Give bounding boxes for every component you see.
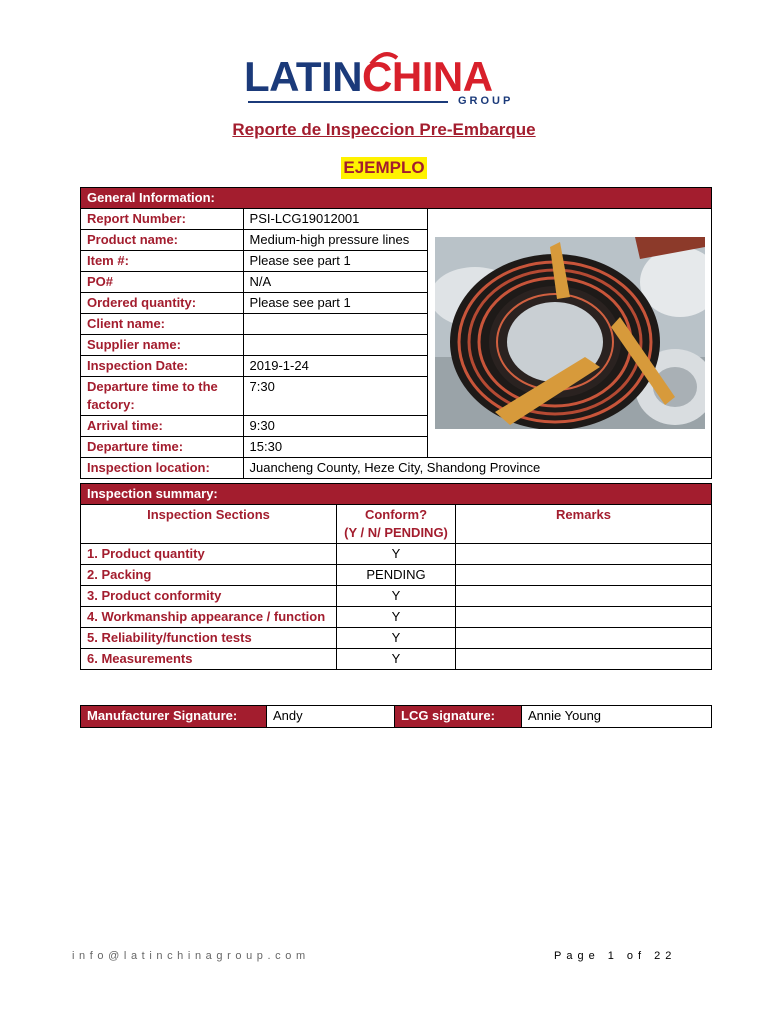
row-value: N/A xyxy=(243,272,428,293)
column-header-conform-line2: (Y / N/ PENDING) xyxy=(344,525,448,540)
row-label: Report Number: xyxy=(81,209,244,230)
row-label: Departure time: xyxy=(81,437,244,458)
conform-value: PENDING xyxy=(337,565,456,586)
general-information-header: General Information: xyxy=(81,188,712,209)
remarks-value xyxy=(456,607,712,628)
row-label: Product name: xyxy=(81,230,244,251)
coiled-hose-photo xyxy=(435,237,705,429)
section-label: 6. Measurements xyxy=(81,649,337,670)
row-label: Ordered quantity: xyxy=(81,293,244,314)
row-value: 2019-1-24 xyxy=(243,356,428,377)
conform-value: Y xyxy=(337,649,456,670)
remarks-value xyxy=(456,649,712,670)
conform-value: Y xyxy=(337,544,456,565)
row-value xyxy=(243,314,428,335)
report-title: Reporte de Inspeccion Pre-Embarque xyxy=(232,120,536,139)
column-header-conform xyxy=(337,505,456,544)
example-badge: EJEMPLO xyxy=(343,158,425,177)
row-label: Departure time to the factory: xyxy=(81,377,244,416)
conform-value: Y xyxy=(337,586,456,607)
section-label: 2. Packing xyxy=(81,565,337,586)
row-label: PO# xyxy=(81,272,244,293)
row-label: Inspection location: xyxy=(81,458,244,479)
signature-table xyxy=(80,705,712,728)
row-label: Client name: xyxy=(81,314,244,335)
manufacturer-signature-value: Andy xyxy=(267,706,395,728)
remarks-value xyxy=(456,544,712,565)
row-value: 7:30 xyxy=(243,377,428,416)
row-label: Item #: xyxy=(81,251,244,272)
row-value: 15:30 xyxy=(243,437,428,458)
section-label: 5. Reliability/function tests xyxy=(81,628,337,649)
inspection-summary-table xyxy=(80,483,712,670)
row-value xyxy=(243,335,428,356)
row-value: Medium-high pressure lines xyxy=(243,230,428,251)
conform-value: Y xyxy=(337,628,456,649)
logo-swoosh-icon xyxy=(369,52,399,66)
row-label: Inspection Date: xyxy=(81,356,244,377)
row-value: Please see part 1 xyxy=(243,251,428,272)
remarks-value xyxy=(456,628,712,649)
row-label: Arrival time: xyxy=(81,416,244,437)
remarks-value xyxy=(456,565,712,586)
logo-latin-text: LATIN xyxy=(244,53,363,100)
row-label: Supplier name: xyxy=(81,335,244,356)
section-label: 3. Product conformity xyxy=(81,586,337,607)
row-value: Juancheng County, Heze City, Shandong Province xyxy=(243,458,711,479)
product-photo-cell xyxy=(428,209,712,458)
logo-china-text: CHINA xyxy=(362,53,493,100)
manufacturer-signature-label: Manufacturer Signature: xyxy=(81,706,267,728)
column-header-sections: Inspection Sections xyxy=(81,505,337,544)
section-label: 4. Workmanship appearance / function xyxy=(81,607,337,628)
page-number: Page 1 of 22 xyxy=(554,950,677,962)
conform-value: Y xyxy=(337,607,456,628)
lcg-signature-label: LCG signature: xyxy=(395,706,522,728)
row-value: 9:30 xyxy=(243,416,428,437)
remarks-value xyxy=(456,586,712,607)
column-header-remarks: Remarks xyxy=(456,505,712,544)
inspection-summary-header: Inspection summary: xyxy=(81,484,712,505)
row-value: Please see part 1 xyxy=(243,293,428,314)
logo-underline xyxy=(248,101,448,103)
footer-email: info@latinchinagroup.com xyxy=(72,950,310,962)
lcg-signature-value: Annie Young xyxy=(522,706,712,728)
column-header-conform-line1: Conform? xyxy=(364,507,428,522)
logo-group-text: GROUP xyxy=(458,95,514,107)
row-value: PSI-LCG19012001 xyxy=(243,209,428,230)
general-information-table xyxy=(80,187,712,479)
section-label: 1. Product quantity xyxy=(81,544,337,565)
